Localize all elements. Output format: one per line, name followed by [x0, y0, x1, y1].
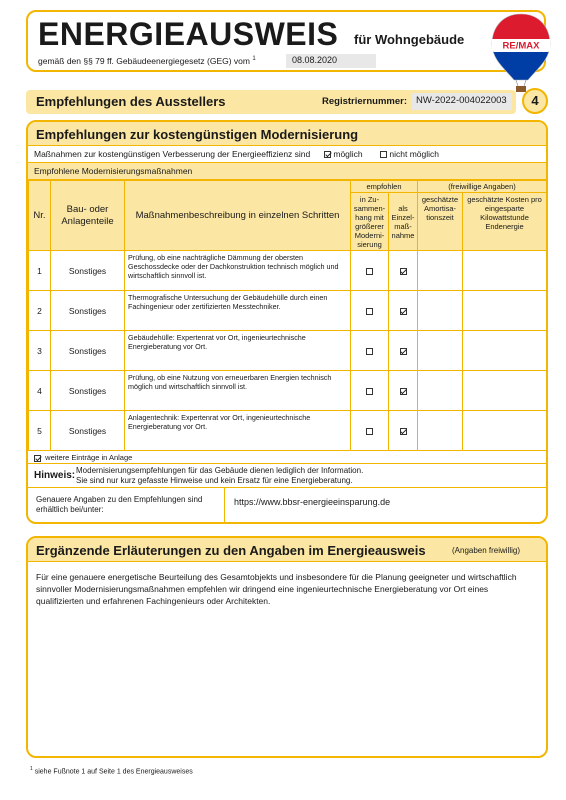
- checkbox-checked-icon[interactable]: [400, 268, 407, 275]
- table-row: [29, 371, 547, 411]
- row-single[interactable]: [389, 291, 418, 331]
- row-in-package[interactable]: [351, 411, 389, 451]
- row-cost: [463, 291, 547, 331]
- balloon-logo-icon: [488, 10, 554, 94]
- row-nr: 4: [29, 371, 51, 411]
- row-single[interactable]: [389, 251, 418, 291]
- row-cost: [463, 251, 547, 291]
- hint-text: Modernisierungsempfehlungen für das Gebäude dienen lediglich der Information. Sie sind nur kurz gefasste Hinweise und kein Ersatz für eine Energieberatung.: [76, 466, 364, 485]
- checkbox-checked-icon[interactable]: [400, 308, 407, 315]
- law-reference: gemäß den §§ 79 ff. Gebäudeenergiegesetz (GEG) vom $^1$: [38, 56, 256, 66]
- table-row: [29, 251, 547, 291]
- col-amortization: geschätzte Amortisa- tionszeit: [418, 193, 463, 251]
- section-title: Empfehlungen des Ausstellers: [36, 94, 226, 109]
- details-section: [28, 488, 546, 524]
- hint-section: [28, 464, 546, 488]
- row-single[interactable]: [389, 411, 418, 451]
- page-number-badge: 4: [522, 88, 548, 114]
- checkbox-empty-icon[interactable]: [366, 308, 373, 315]
- details-url[interactable]: https://www.bbsr-energieeinsparung.de: [234, 497, 391, 507]
- checkbox-checked-icon[interactable]: [324, 151, 331, 158]
- registration-number: NW-2022-004022003: [412, 93, 512, 110]
- option-not-possible[interactable]: nicht möglich: [380, 149, 439, 159]
- col-nr: Nr.: [29, 181, 51, 251]
- row-part: Sonstiges: [51, 251, 125, 291]
- table-row: [29, 291, 547, 331]
- col-optional: (freiwillige Angaben): [418, 181, 547, 193]
- registration-label: Registriernummer:: [322, 96, 407, 107]
- details-divider: [224, 488, 225, 524]
- col-cost: geschätzte Kosten pro eingesparte Kilowattstunde Endenergie: [463, 193, 547, 251]
- recommendations-table: [28, 180, 547, 451]
- row-part: Sonstiges: [51, 411, 125, 451]
- explanations-optional-note: (Angaben freiwillig): [452, 546, 521, 555]
- modernization-panel: [26, 120, 548, 524]
- row-amortization: [418, 331, 463, 371]
- table-row: [29, 411, 547, 451]
- checkbox-checked-icon[interactable]: [34, 455, 41, 462]
- col-in-package: in Zu- sammen- hang mit größerer Moderni- sierung: [351, 193, 389, 251]
- row-nr: 2: [29, 291, 51, 331]
- row-amortization: [418, 371, 463, 411]
- checkbox-empty-icon[interactable]: [366, 388, 373, 395]
- table-row: [29, 331, 547, 371]
- issue-date: 08.08.2020: [286, 54, 376, 68]
- checkbox-empty-icon[interactable]: [366, 268, 373, 275]
- row-amortization: [418, 291, 463, 331]
- row-in-package[interactable]: [351, 291, 389, 331]
- row-nr: 3: [29, 331, 51, 371]
- col-description: Maßnahmenbeschreibung in einzelnen Schritten: [125, 181, 351, 251]
- hint-label: Hinweis:: [34, 470, 76, 481]
- row-in-package[interactable]: [351, 251, 389, 291]
- col-single: als Einzel- maß- nahme: [389, 193, 418, 251]
- option-possible[interactable]: möglich: [324, 149, 363, 159]
- certificate-header: [26, 10, 546, 72]
- row-part: Sonstiges: [51, 371, 125, 411]
- row-part: Sonstiges: [51, 331, 125, 371]
- logo-text: RE/MAX: [502, 40, 540, 52]
- row-cost: [463, 371, 547, 411]
- row-single[interactable]: [389, 371, 418, 411]
- explanations-text: Für eine genauere energetische Beurteilung des Gesamtobjekts und insbesondere für die Planung geeigneter und wirtschaftlich sinnvoller Modernisierungsmaßnahmen empfehlen wir dringend eine ingenieurtechnische Energieberatung vor Ort eines qualifizierten und erfahrenen Fachingenieurs oder Architekten.: [36, 572, 517, 606]
- more-entries-line[interactable]: weitere Einträge in Anlage: [28, 451, 546, 464]
- checkbox-empty-icon[interactable]: [366, 348, 373, 355]
- row-nr: 5: [29, 411, 51, 451]
- col-part: Bau- oder Anlagenteile: [51, 181, 125, 251]
- row-description: Anlagentechnik: Expertenrat vor Ort, ingenieurtechnische Energieberatung vor Ort.: [125, 411, 351, 451]
- row-part: Sonstiges: [51, 291, 125, 331]
- row-amortization: [418, 251, 463, 291]
- document-subtitle: für Wohngebäude: [354, 32, 465, 47]
- recommended-measures-header: Empfohlene Modernisierungsmaßnahmen: [28, 163, 546, 180]
- row-description: Thermografische Untersuchung der Gebäudehülle durch einen Fachingenieur oder zertifizierten Messtechniker.: [125, 291, 351, 331]
- details-label: Genauere Angaben zu den Empfehlungen sind erhältlich bei/unter:: [36, 495, 203, 514]
- row-cost: [463, 411, 547, 451]
- explanations-title: Ergänzende Erläuterungen zu den Angaben im Energieausweis: [36, 543, 426, 558]
- explanations-panel: [26, 536, 548, 758]
- checkbox-empty-icon[interactable]: [380, 151, 387, 158]
- checkbox-checked-icon[interactable]: [400, 428, 407, 435]
- row-description: Gebäudehülle: Expertenrat vor Ort, ingenieurtechnische Energieberatung vor Ort.: [125, 331, 351, 371]
- row-cost: [463, 331, 547, 371]
- col-recommended: empfohlen: [351, 181, 418, 193]
- checkbox-empty-icon[interactable]: [366, 428, 373, 435]
- checkbox-checked-icon[interactable]: [400, 388, 407, 395]
- row-single[interactable]: [389, 331, 418, 371]
- row-in-package[interactable]: [351, 331, 389, 371]
- row-nr: 1: [29, 251, 51, 291]
- checkbox-checked-icon[interactable]: [400, 348, 407, 355]
- measures-text: Maßnahmen zur kostengünstigen Verbesserung der Energieeffizienz sind: [34, 149, 311, 159]
- modernization-title: Empfehlungen zur kostengünstigen Modernisierung: [28, 122, 546, 146]
- section-banner: [26, 90, 516, 114]
- measures-line: [28, 146, 546, 163]
- row-description: Prüfung, ob eine nachträgliche Dämmung der obersten Geschossdecke oder der Dachkonstruktion technisch möglich und wirtschaftlich sinnvoll ist.: [125, 251, 351, 291]
- row-amortization: [418, 411, 463, 451]
- row-in-package[interactable]: [351, 371, 389, 411]
- row-description: Prüfung, ob eine Nutzung von erneuerbaren Energien technisch möglich und wirtschaftlich sinnvoll ist.: [125, 371, 351, 411]
- footnote: $^1$ siehe Fußnote 1 auf Seite 1 des Energieausweises: [30, 766, 193, 776]
- explanations-header: [28, 538, 546, 562]
- document-title: ENERGIEAUSWEIS: [38, 16, 339, 52]
